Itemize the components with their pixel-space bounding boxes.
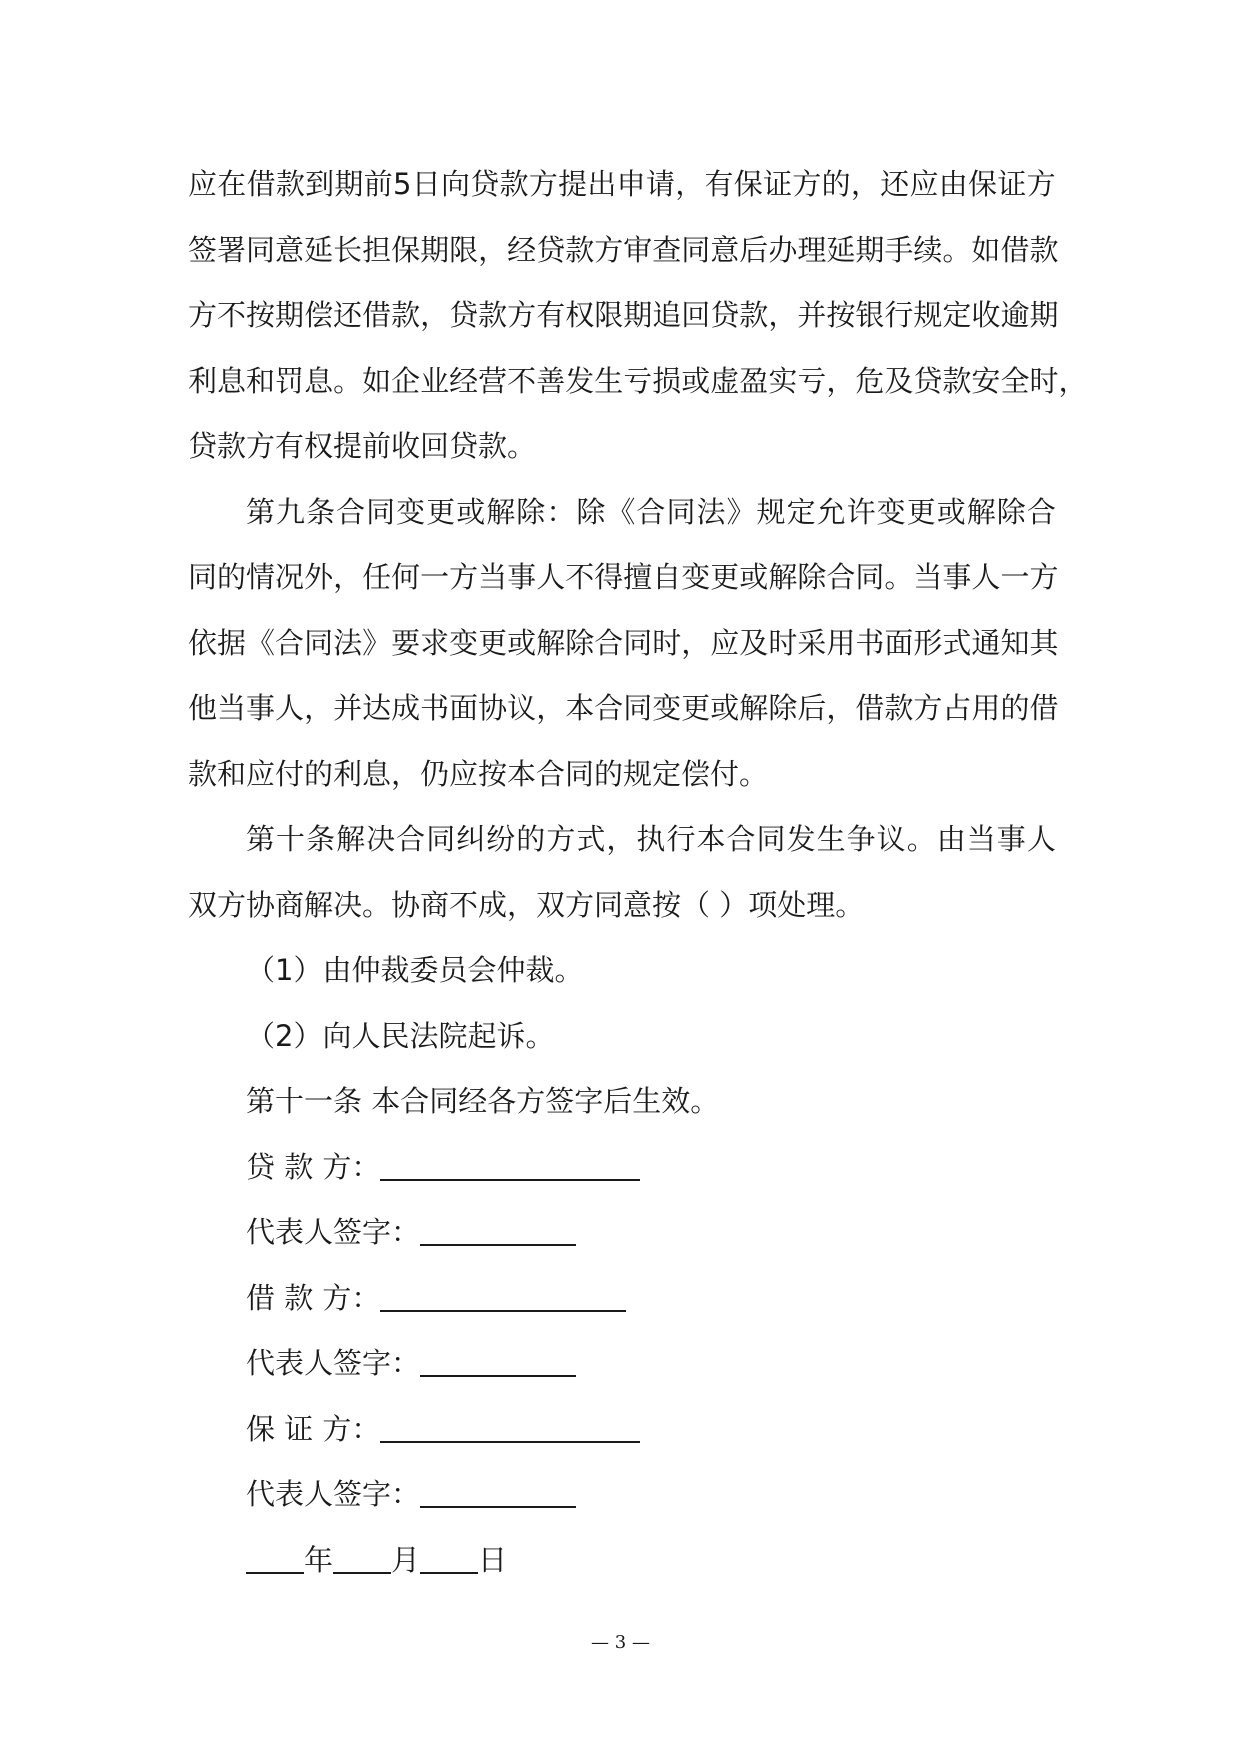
option-arbitration: （1）由仲裁委员会仲裁。 bbox=[246, 953, 584, 987]
paragraph-line: 应 在 借 款 到 期 前 5 日 向 贷 款 方 提 出 申 请 ， 有 保 证 方 的 ， 还 应 由 保 证 方 bbox=[188, 167, 1056, 201]
lender-rep-label: 代表人签字： bbox=[246, 1215, 421, 1249]
guarantor-blank[interactable] bbox=[380, 1411, 640, 1443]
option-litigation: （2）向人民法院起诉。 bbox=[246, 1018, 555, 1053]
date-line bbox=[188, 1528, 1056, 1594]
paragraph-line: 签 署 同 意 延 长 担 保 期 限 ， 经 贷 款 方 审 查 同 意 后 办 理 延 期 手 续 。 如 借 款 bbox=[188, 232, 1059, 267]
borrower-blank[interactable] bbox=[380, 1280, 626, 1312]
month-blank[interactable] bbox=[333, 1542, 391, 1574]
page-number: — 3 — bbox=[591, 1632, 650, 1653]
paragraph-line: 贷款方有权提前收回贷款。 bbox=[188, 429, 537, 463]
guarantor-label: 保 证 方： bbox=[246, 1411, 381, 1446]
article-9-line: 他 当 事 人 ， 并 达 成 书 面 协 议 ， 本 合 同 变 更 或 解 除 后 ， 借 款 方 占 用 的 借 bbox=[188, 691, 1059, 725]
article-9-line: 款和应付的利息，仍应按本合同的规定偿付。 bbox=[188, 756, 769, 791]
paragraph-line: 方 不 按 期 偿 还 借 款 ， 贷 款 方 有 权 限 期 追 回 贷 款 ， 并 按 银 行 规 定 收 逾 期 bbox=[188, 298, 1059, 332]
article-9-line: 第 九 条 合 同 变 更 或 解 除 ： 除 《 合 同 法 》 规 定 允 许 变 更 或 解 除 合 bbox=[246, 494, 1056, 529]
day-label: 日 bbox=[478, 1542, 508, 1577]
lender-signature-row bbox=[188, 1135, 1056, 1201]
article-10-line: 第 十 条 解 决 合 同 纠 纷 的 方 式 ， 执 行 本 合 同 发 生 争 议 。 由 当 事 人 bbox=[246, 822, 1056, 856]
article-9-line: 依 据 《 合 同 法 》 要 求 变 更 或 解 除 合 同 时 ， 应 及 时 采 用 书 面 形 式 通 知 其 bbox=[188, 625, 1059, 660]
day-blank[interactable] bbox=[420, 1542, 478, 1574]
year-blank[interactable] bbox=[246, 1542, 304, 1574]
guarantor-rep-blank[interactable] bbox=[420, 1476, 576, 1508]
lender-blank[interactable] bbox=[380, 1149, 640, 1181]
month-label: 月 bbox=[391, 1542, 421, 1577]
borrower-rep-label: 代表人签字： bbox=[246, 1346, 421, 1380]
borrower-rep-signature-row bbox=[188, 1331, 1056, 1397]
lender-label: 贷 款 方： bbox=[246, 1149, 381, 1184]
lender-rep-signature-row bbox=[188, 1200, 1056, 1266]
guarantor-signature-row bbox=[188, 1397, 1056, 1463]
borrower-label: 借 款 方： bbox=[246, 1280, 381, 1315]
year-label: 年 bbox=[304, 1542, 334, 1577]
borrower-signature-row bbox=[188, 1266, 1056, 1332]
article-11: 第十一条 本合同经各方签字后生效。 bbox=[246, 1084, 720, 1118]
paragraph-line: 利 息 和 罚 息 。 如 企 业 经 营 不 善 发 生 亏 损 或 虚 盈 实 亏 ， 危 及 贷 款 安 全 时 ， bbox=[188, 363, 1088, 398]
article-9-line: 同 的 情 况 外 ， 任 何 一 方 当 事 人 不 得 擅 自 变 更 或 解 除 合 同 。 当 事 人 一 方 bbox=[188, 560, 1059, 594]
guarantor-rep-label: 代表人签字： bbox=[246, 1477, 421, 1511]
article-10-line: 双方协商解决。协商不成，双方同意按（ ）项处理。 bbox=[188, 887, 865, 922]
borrower-rep-blank[interactable] bbox=[420, 1345, 576, 1377]
contract-body bbox=[188, 152, 1088, 1593]
guarantor-rep-signature-row bbox=[188, 1462, 1056, 1528]
lender-rep-blank[interactable] bbox=[420, 1214, 576, 1246]
